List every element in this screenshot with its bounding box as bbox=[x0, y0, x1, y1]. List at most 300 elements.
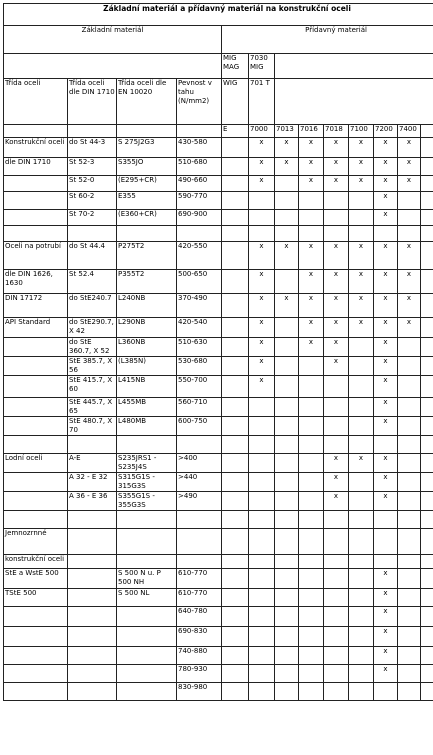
blank-cell bbox=[222, 376, 249, 398]
table-row bbox=[4, 318, 433, 338]
mark-cell bbox=[299, 665, 324, 683]
table-row bbox=[4, 607, 433, 627]
tensile-strength-header: Pevnost v tahu (N/mm2) bbox=[177, 79, 222, 125]
blank-cell bbox=[222, 647, 249, 665]
din-class-cell bbox=[68, 683, 117, 701]
group-cell bbox=[4, 357, 68, 376]
mark-cell: x bbox=[349, 158, 374, 176]
mark-cell bbox=[349, 589, 374, 607]
mark-cell: x bbox=[374, 492, 398, 511]
blank-cell bbox=[421, 242, 433, 270]
mark-cell bbox=[275, 589, 299, 607]
mark-cell bbox=[249, 192, 275, 210]
table-row bbox=[4, 647, 433, 665]
mark-cell: x bbox=[374, 627, 398, 647]
mark-cell bbox=[398, 647, 421, 665]
mark-cell: x bbox=[249, 158, 275, 176]
mark-cell: x bbox=[374, 473, 398, 492]
en-class-cell: S315G1S - 315G3S bbox=[117, 473, 177, 492]
mark-cell: x bbox=[324, 158, 349, 176]
table-title: Základní materiál a přídavný materiál na konstrukční oceli bbox=[4, 4, 433, 26]
group-cell: dle DIN 1626, 1630 bbox=[4, 270, 68, 294]
materials-table bbox=[3, 3, 433, 701]
mark-cell bbox=[349, 338, 374, 357]
blank-cell bbox=[222, 555, 249, 569]
mark-cell bbox=[398, 192, 421, 210]
group-cell bbox=[4, 376, 68, 398]
mark-cell bbox=[349, 473, 374, 492]
mark-cell bbox=[275, 511, 299, 529]
mark-cell bbox=[374, 683, 398, 701]
mark-cell bbox=[299, 529, 324, 555]
group-cell bbox=[4, 473, 68, 492]
mark-cell: x bbox=[398, 270, 421, 294]
din-class-cell: A 32 - E 32 bbox=[68, 473, 117, 492]
mark-cell bbox=[398, 627, 421, 647]
mark-cell: x bbox=[349, 294, 374, 318]
tensile-cell bbox=[177, 436, 222, 454]
tensile-cell: 430-580 bbox=[177, 138, 222, 158]
mark-cell bbox=[349, 647, 374, 665]
blank-cell bbox=[421, 473, 433, 492]
mark-cell bbox=[299, 398, 324, 417]
mark-cell bbox=[275, 398, 299, 417]
table-row bbox=[4, 294, 433, 318]
table-row bbox=[4, 511, 433, 529]
en-class-cell: L415NB bbox=[117, 376, 177, 398]
mark-cell bbox=[398, 589, 421, 607]
table-row bbox=[4, 529, 433, 555]
mark-cell: x bbox=[249, 357, 275, 376]
mark-cell bbox=[324, 647, 349, 665]
code-7000: 7000 bbox=[249, 125, 275, 138]
blank-cell bbox=[222, 210, 249, 226]
table-row bbox=[4, 473, 433, 492]
blank-cell bbox=[222, 665, 249, 683]
en-class-cell: S235JRS1 - S235J4S bbox=[117, 454, 177, 473]
mark-cell bbox=[275, 683, 299, 701]
table-row bbox=[4, 398, 433, 417]
mark-cell bbox=[398, 398, 421, 417]
code-7016: 7016 bbox=[299, 125, 324, 138]
mark-cell: x bbox=[299, 158, 324, 176]
mark-cell bbox=[349, 398, 374, 417]
mark-cell bbox=[299, 647, 324, 665]
table-row bbox=[4, 454, 433, 473]
blank-cell bbox=[4, 125, 68, 138]
blank-cell bbox=[421, 417, 433, 436]
blank-cell bbox=[222, 242, 249, 270]
mark-cell: x bbox=[374, 398, 398, 417]
mark-cell bbox=[324, 417, 349, 436]
din-class-cell: do StE290.7, X 42 bbox=[68, 318, 117, 338]
mark-cell: x bbox=[249, 242, 275, 270]
mark-cell: x bbox=[324, 242, 349, 270]
mark-cell: x bbox=[249, 338, 275, 357]
en-class-cell: (E295+CR) bbox=[117, 176, 177, 192]
mark-cell bbox=[324, 529, 349, 555]
blank-cell bbox=[222, 417, 249, 436]
blank-cell bbox=[222, 338, 249, 357]
mark-cell bbox=[374, 529, 398, 555]
mark-cell: x bbox=[275, 242, 299, 270]
mark-cell bbox=[398, 417, 421, 436]
mark-cell: x bbox=[275, 158, 299, 176]
din1710-class-header: Třída oceli dle DIN 1710 bbox=[68, 79, 117, 125]
mark-cell bbox=[249, 511, 275, 529]
blank-cell bbox=[222, 436, 249, 454]
mark-cell bbox=[398, 357, 421, 376]
table-row bbox=[4, 176, 433, 192]
mark-cell bbox=[275, 627, 299, 647]
table-row bbox=[4, 492, 433, 511]
blank-cell bbox=[421, 589, 433, 607]
mark-cell: x bbox=[299, 270, 324, 294]
blank-cell bbox=[222, 454, 249, 473]
mark-cell: x bbox=[349, 242, 374, 270]
mark-cell bbox=[398, 569, 421, 589]
blank-cell bbox=[421, 683, 433, 701]
blank-cell bbox=[421, 398, 433, 417]
tensile-cell: 510-680 bbox=[177, 158, 222, 176]
table-row bbox=[4, 210, 433, 226]
mark-cell: x bbox=[349, 270, 374, 294]
blank-cell bbox=[222, 226, 249, 242]
blank-cell bbox=[421, 454, 433, 473]
group-cell: Oceli na potrubí bbox=[4, 242, 68, 270]
group-cell bbox=[4, 176, 68, 192]
mark-cell bbox=[374, 555, 398, 569]
mark-cell bbox=[398, 511, 421, 529]
mark-cell bbox=[249, 647, 275, 665]
mark-cell bbox=[299, 683, 324, 701]
mark-cell bbox=[398, 436, 421, 454]
din-class-cell: St 60-2 bbox=[68, 192, 117, 210]
mark-cell bbox=[299, 569, 324, 589]
en-class-cell bbox=[117, 555, 177, 569]
mark-cell bbox=[324, 226, 349, 242]
mark-cell bbox=[299, 454, 324, 473]
mark-cell bbox=[299, 417, 324, 436]
en-class-cell: L290NB bbox=[117, 318, 177, 338]
mark-cell bbox=[374, 226, 398, 242]
mark-cell: x bbox=[374, 665, 398, 683]
mark-cell bbox=[349, 226, 374, 242]
filler-material-header: Přídavný materiál bbox=[222, 26, 433, 54]
din-class-cell: StE 445.7, X 65 bbox=[68, 398, 117, 417]
group-cell bbox=[4, 607, 68, 627]
mark-cell: x bbox=[275, 294, 299, 318]
mark-cell: x bbox=[249, 176, 275, 192]
blank-cell bbox=[222, 398, 249, 417]
din-class-cell: do St 44.4 bbox=[68, 242, 117, 270]
blank-cell bbox=[421, 492, 433, 511]
blank-cell bbox=[421, 436, 433, 454]
mark-cell bbox=[249, 210, 275, 226]
en-class-cell: L455MB bbox=[117, 398, 177, 417]
mark-cell bbox=[398, 492, 421, 511]
mark-cell: x bbox=[324, 176, 349, 192]
din-class-cell bbox=[68, 569, 117, 589]
en-class-cell bbox=[117, 436, 177, 454]
mark-cell bbox=[324, 665, 349, 683]
table-row bbox=[4, 158, 433, 176]
en-class-cell bbox=[117, 226, 177, 242]
mark-cell: x bbox=[374, 210, 398, 226]
blank-cell bbox=[222, 357, 249, 376]
code-7400: 7400 bbox=[398, 125, 421, 138]
mark-cell: x bbox=[398, 138, 421, 158]
mark-cell bbox=[249, 683, 275, 701]
steel-class-header: Třída oceli bbox=[4, 79, 68, 125]
din-class-cell bbox=[68, 529, 117, 555]
mark-cell bbox=[249, 473, 275, 492]
group-cell bbox=[4, 417, 68, 436]
table-row bbox=[4, 627, 433, 647]
blank-cell bbox=[421, 192, 433, 210]
mark-cell bbox=[275, 176, 299, 192]
blank-cell bbox=[222, 158, 249, 176]
mark-cell bbox=[275, 226, 299, 242]
table-row bbox=[4, 242, 433, 270]
mark-cell bbox=[349, 511, 374, 529]
en-class-cell: L480MB bbox=[117, 417, 177, 436]
table-row bbox=[4, 417, 433, 436]
blank-cell bbox=[222, 138, 249, 158]
mark-cell bbox=[324, 627, 349, 647]
group-cell bbox=[4, 210, 68, 226]
mark-cell: x bbox=[249, 318, 275, 338]
blank-cell bbox=[222, 192, 249, 210]
mark-cell bbox=[249, 417, 275, 436]
table-row bbox=[4, 226, 433, 242]
blank-cell bbox=[421, 357, 433, 376]
mark-cell: x bbox=[374, 242, 398, 270]
blank-cell bbox=[222, 294, 249, 318]
tensile-cell: 500-650 bbox=[177, 270, 222, 294]
blank-cell bbox=[68, 125, 117, 138]
code-7013: 7013 bbox=[275, 125, 299, 138]
table-row bbox=[4, 376, 433, 398]
en-class-cell bbox=[117, 647, 177, 665]
table-row bbox=[4, 555, 433, 569]
mark-cell bbox=[299, 376, 324, 398]
blank-cell bbox=[222, 607, 249, 627]
din-class-cell: StE 480.7, X 70 bbox=[68, 417, 117, 436]
blank-cell bbox=[421, 647, 433, 665]
mark-cell: x bbox=[398, 242, 421, 270]
table-row bbox=[4, 357, 433, 376]
mark-cell bbox=[299, 436, 324, 454]
mark-cell: x bbox=[374, 569, 398, 589]
mark-cell: x bbox=[374, 176, 398, 192]
mark-cell bbox=[349, 607, 374, 627]
din-class-cell bbox=[68, 226, 117, 242]
blank-cell bbox=[222, 529, 249, 555]
mark-cell: x bbox=[374, 589, 398, 607]
mark-cell bbox=[374, 511, 398, 529]
mark-cell bbox=[398, 665, 421, 683]
group-cell bbox=[4, 436, 68, 454]
blank-cell bbox=[222, 683, 249, 701]
table-row bbox=[4, 270, 433, 294]
mark-cell bbox=[398, 473, 421, 492]
group-cell bbox=[4, 226, 68, 242]
group-cell: TStE 500 bbox=[4, 589, 68, 607]
mark-cell bbox=[249, 529, 275, 555]
tensile-cell: 550-700 bbox=[177, 376, 222, 398]
mark-cell bbox=[275, 454, 299, 473]
blank-cell bbox=[222, 492, 249, 511]
en-class-cell bbox=[117, 683, 177, 701]
mark-cell bbox=[349, 192, 374, 210]
en-class-cell: L360NB bbox=[117, 338, 177, 357]
mark-cell bbox=[324, 210, 349, 226]
tensile-cell: 610-770 bbox=[177, 589, 222, 607]
mark-cell bbox=[349, 357, 374, 376]
mark-cell bbox=[249, 627, 275, 647]
mark-cell: x bbox=[374, 454, 398, 473]
blank-cell bbox=[421, 665, 433, 683]
mark-cell bbox=[299, 627, 324, 647]
table-row bbox=[4, 683, 433, 701]
din-class-cell bbox=[68, 555, 117, 569]
tensile-cell: 590-770 bbox=[177, 192, 222, 210]
mark-cell: x bbox=[249, 376, 275, 398]
blank-cell bbox=[222, 589, 249, 607]
mark-cell bbox=[275, 318, 299, 338]
mark-cell: x bbox=[374, 647, 398, 665]
mark-cell bbox=[324, 436, 349, 454]
tensile-cell: 370-490 bbox=[177, 294, 222, 318]
code-7018: 7018 bbox=[324, 125, 349, 138]
en-class-cell: (E360+CR) bbox=[117, 210, 177, 226]
mark-cell: x bbox=[374, 357, 398, 376]
mark-cell: x bbox=[374, 138, 398, 158]
blank-cell bbox=[421, 158, 433, 176]
blank-cell bbox=[421, 125, 433, 138]
mark-cell: x bbox=[398, 158, 421, 176]
din-class-cell bbox=[68, 436, 117, 454]
group-cell bbox=[4, 492, 68, 511]
blank-cell bbox=[421, 376, 433, 398]
tensile-cell: 740-880 bbox=[177, 647, 222, 665]
group-cell bbox=[4, 398, 68, 417]
mark-cell bbox=[249, 555, 275, 569]
din-class-cell: do StE 360.7, X 52 bbox=[68, 338, 117, 357]
mark-cell: x bbox=[398, 294, 421, 318]
mark-cell: x bbox=[374, 417, 398, 436]
mark-cell bbox=[249, 665, 275, 683]
tensile-cell: 610-770 bbox=[177, 569, 222, 589]
mark-cell: x bbox=[324, 318, 349, 338]
en-class-cell: (L385N) bbox=[117, 357, 177, 376]
mark-cell: x bbox=[374, 158, 398, 176]
mark-cell: x bbox=[299, 318, 324, 338]
mark-cell bbox=[299, 511, 324, 529]
group-cell bbox=[4, 683, 68, 701]
blank-cell bbox=[421, 607, 433, 627]
mark-cell bbox=[275, 338, 299, 357]
en-class-cell: L240NB bbox=[117, 294, 177, 318]
mark-cell bbox=[324, 569, 349, 589]
din-class-cell: do St 44-3 bbox=[68, 138, 117, 158]
din-class-cell bbox=[68, 647, 117, 665]
mark-cell bbox=[249, 589, 275, 607]
en-class-cell bbox=[117, 529, 177, 555]
mark-cell: x bbox=[349, 454, 374, 473]
tensile-cell: 690-900 bbox=[177, 210, 222, 226]
mark-cell bbox=[349, 376, 374, 398]
mark-cell bbox=[324, 683, 349, 701]
mark-cell bbox=[275, 492, 299, 511]
mark-cell bbox=[398, 226, 421, 242]
blank-cell bbox=[117, 125, 177, 138]
mark-cell bbox=[398, 210, 421, 226]
mark-cell bbox=[398, 555, 421, 569]
t701-label: 701 T bbox=[249, 79, 275, 125]
din-class-cell bbox=[68, 665, 117, 683]
blank-cell bbox=[421, 318, 433, 338]
tensile-cell bbox=[177, 529, 222, 555]
tensile-cell: >490 bbox=[177, 492, 222, 511]
din-class-cell: do StE240.7 bbox=[68, 294, 117, 318]
mark-cell bbox=[249, 569, 275, 589]
din-class-cell bbox=[68, 511, 117, 529]
din-class-cell: St 52-3 bbox=[68, 158, 117, 176]
tensile-cell: 510-630 bbox=[177, 338, 222, 357]
mark-cell bbox=[299, 589, 324, 607]
mark-cell bbox=[324, 511, 349, 529]
mark-cell bbox=[324, 607, 349, 627]
mark-cell bbox=[349, 492, 374, 511]
mark-cell bbox=[349, 417, 374, 436]
group-cell: API Standard bbox=[4, 318, 68, 338]
mark-cell bbox=[299, 607, 324, 627]
mark-cell: x bbox=[299, 338, 324, 357]
tensile-cell bbox=[177, 511, 222, 529]
en-class-cell: P275T2 bbox=[117, 242, 177, 270]
mark-cell bbox=[324, 398, 349, 417]
group-cell bbox=[4, 338, 68, 357]
mark-cell bbox=[249, 454, 275, 473]
mark-cell bbox=[398, 683, 421, 701]
code-7100: 7100 bbox=[349, 125, 374, 138]
din-class-cell bbox=[68, 607, 117, 627]
group-cell bbox=[4, 511, 68, 529]
mark-cell: x bbox=[249, 270, 275, 294]
mark-cell: x bbox=[324, 454, 349, 473]
blank-cell bbox=[421, 176, 433, 192]
mark-cell: x bbox=[324, 138, 349, 158]
mark-cell: x bbox=[249, 138, 275, 158]
mark-cell bbox=[275, 357, 299, 376]
mark-cell: x bbox=[374, 318, 398, 338]
en-class-cell: P355T2 bbox=[117, 270, 177, 294]
mark-cell bbox=[398, 529, 421, 555]
tensile-cell: 420-540 bbox=[177, 318, 222, 338]
mark-cell: x bbox=[324, 492, 349, 511]
mark-cell bbox=[275, 210, 299, 226]
tensile-cell: 690-830 bbox=[177, 627, 222, 647]
mark-cell: x bbox=[299, 294, 324, 318]
table-row bbox=[4, 138, 433, 158]
mark-cell: x bbox=[374, 270, 398, 294]
mark-cell bbox=[299, 357, 324, 376]
tensile-cell: 830-980 bbox=[177, 683, 222, 701]
blank-cell bbox=[421, 338, 433, 357]
group-cell: Konstrukční oceli bbox=[4, 138, 68, 158]
